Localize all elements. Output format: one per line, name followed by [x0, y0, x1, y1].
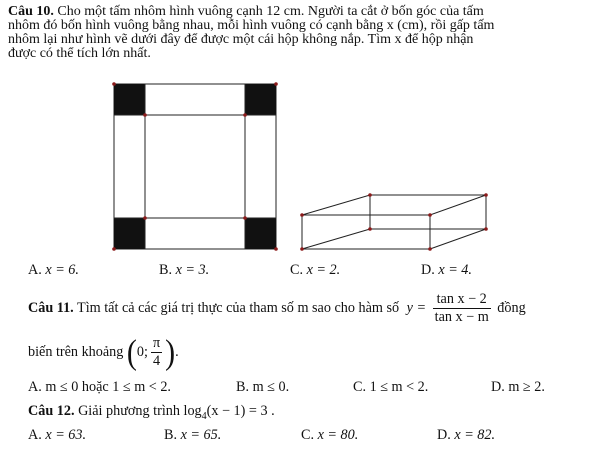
option-letter: B.: [159, 262, 173, 278]
option-letter: A.: [28, 427, 42, 443]
function-fraction: [433, 292, 491, 325]
option-letter: B.: [236, 379, 250, 395]
interval-numerator: π: [152, 335, 161, 352]
sheet-figure: [108, 82, 280, 252]
interval-left: 0;: [136, 344, 148, 360]
question-10-line-1: Cho một tấm nhôm hình vuông cạnh 12 cm. Người ta cắt ở bốn góc của tấm: [57, 4, 484, 19]
interval-fraction: [151, 336, 162, 369]
question-11-text: Tìm tất cả các giá trị thực của tham số m sao cho hàm số: [77, 300, 400, 316]
option-text: x = 65.: [180, 427, 222, 443]
interval-close-paren: ): [165, 333, 176, 372]
option-text: x = 80.: [317, 427, 359, 443]
option-text: m ≥ 2.: [508, 379, 545, 395]
corner-square-bottom-left: [114, 218, 145, 249]
corner-square-bottom-right: [245, 218, 276, 249]
question-12: [28, 403, 275, 422]
corner-square-top-left: [114, 84, 145, 115]
option-text: m ≤ 0 hoặc 1 ≤ m < 2.: [45, 379, 171, 395]
question-12-option-b[interactable]: [164, 427, 221, 444]
option-text: x = 4.: [438, 262, 472, 278]
log-function: log: [183, 403, 202, 419]
question-12-text: Giải phương trình: [78, 403, 180, 419]
question-10-number: Câu 10.: [8, 4, 54, 19]
option-text: m ≤ 0.: [252, 379, 290, 395]
question-11-line-1: [28, 290, 526, 326]
question-10: [8, 5, 592, 61]
box-edges: [302, 195, 486, 249]
option-text: 1 ≤ m < 2.: [369, 379, 429, 395]
question-10-line-2: nhôm đó bốn hình vuông bằng nhau, mỗi hình vuông có cạnh bằng x (cm), rồi gấp tấm: [8, 18, 495, 33]
box-vertices: [300, 193, 488, 251]
option-letter: C.: [301, 427, 315, 443]
question-12-option-a[interactable]: [28, 427, 86, 444]
option-letter: B.: [164, 427, 178, 443]
question-11-option-b[interactable]: [236, 379, 289, 396]
option-text: x = 6.: [45, 262, 79, 278]
question-12-option-c[interactable]: [301, 427, 358, 444]
question-11-option-c[interactable]: [353, 379, 428, 396]
question-10-option-a[interactable]: [28, 262, 79, 279]
option-letter: D.: [421, 262, 435, 278]
question-10-option-b[interactable]: [159, 262, 209, 279]
option-text: x = 3.: [175, 262, 210, 278]
question-10-option-d[interactable]: [421, 262, 472, 279]
option-text: x = 82.: [454, 427, 496, 443]
function-numerator: tan x − 2: [433, 292, 491, 309]
question-11-after: đồng: [497, 300, 526, 316]
log-base: 4: [201, 410, 207, 422]
option-letter: D.: [491, 379, 505, 395]
option-letter: D.: [437, 427, 451, 443]
option-letter: A.: [28, 262, 42, 278]
function-lhs: y =: [406, 300, 427, 316]
option-letter: C.: [290, 262, 304, 278]
option-text: x = 63.: [45, 427, 87, 443]
question-11-line-2: biến trên khoảng (0; $\frac{\pi}{4}$ ).: [28, 333, 179, 372]
function-denominator: tan x − m: [434, 309, 489, 326]
question-12-option-d[interactable]: [437, 427, 495, 444]
question-11-interval-prefix: biến trên khoảng: [28, 344, 124, 360]
question-10-option-c[interactable]: [290, 262, 340, 279]
question-10-line-3: nhôm lại như hình vẽ dưới đây để được một cái hộp không nắp. Tìm x để hộp nhận: [8, 32, 474, 47]
question-12-number: Câu 12.: [28, 403, 75, 419]
interval-denominator: 4: [152, 353, 161, 370]
option-letter: C.: [353, 379, 367, 395]
question-11-number: Câu 11.: [28, 300, 74, 316]
question-11-option-a[interactable]: [28, 379, 171, 396]
corner-square-top-right: [245, 84, 276, 115]
log-argument: (x − 1) = 3 .: [206, 403, 275, 419]
option-text: x = 2.: [306, 262, 341, 278]
interval-open-paren: (: [126, 333, 137, 372]
option-letter: A.: [28, 379, 42, 395]
question-10-line-4: được có thể tích lớn nhất.: [8, 46, 151, 61]
box-figure: [300, 185, 496, 255]
question-11-option-d[interactable]: [491, 379, 545, 396]
